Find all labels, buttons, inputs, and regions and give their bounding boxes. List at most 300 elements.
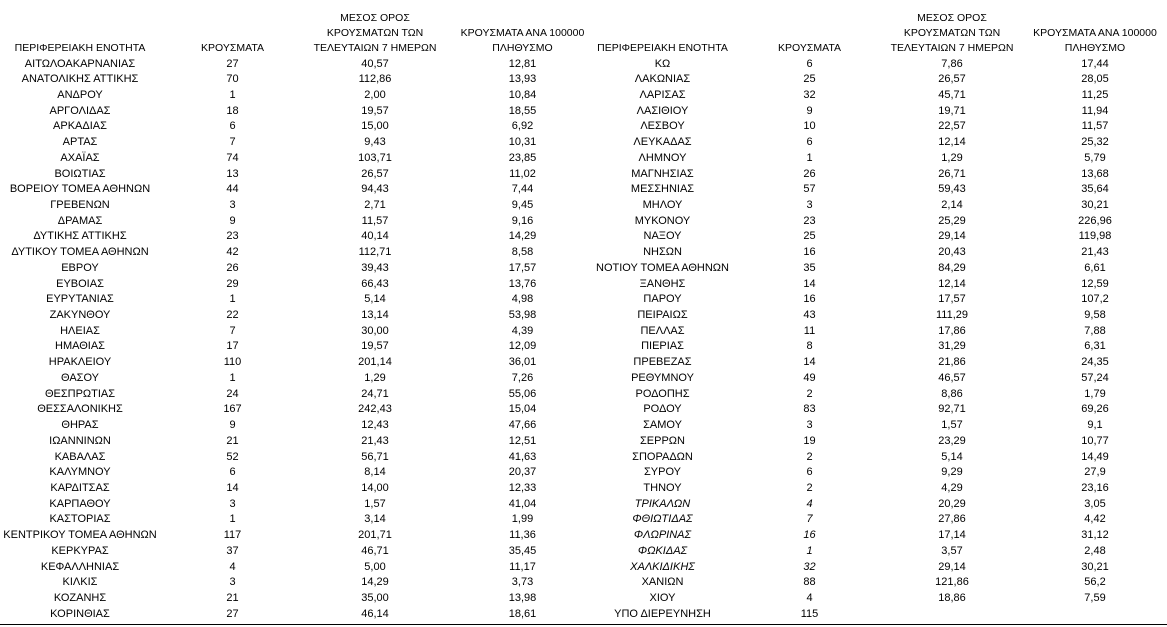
table-cell-region: ΚΟΖΑΝΗΣ [53,591,107,604]
table-cell-region: ΔΥΤΙΚΟΥ ΤΟΜΕΑ ΑΘΗΝΩΝ [11,246,149,259]
table-cell-avg7: 2,00 [364,88,386,101]
table-cell-cases: 13 [226,167,239,180]
table-cell-avg7: 14,00 [361,481,389,494]
table-cell-per100k: 10,77 [1081,434,1109,447]
header-line: ΚΡΟΥΣΜΑΤΑ ΑΝΑ 100000 [460,27,585,39]
table-cell-cases: 24 [226,387,239,400]
table-cell-cases: 3 [229,497,236,510]
header-line: ΚΡΟΥΣΜΑΤΑ [201,42,264,54]
table-cell-per100k: 10,31 [508,136,537,149]
table-cell-cases: 4 [229,560,236,573]
table-cell-avg7: 3,57 [941,544,963,557]
table-cell-cases: 70 [226,73,239,86]
table-cell-avg7: 5,00 [364,560,386,573]
table-cell-avg7: 1,57 [364,497,386,510]
table-cell-per100k: 53,98 [508,309,537,322]
table-cell-region: ΚΑΡΔΙΤΣΑΣ [50,481,110,494]
table-cell-region: ΖΑΚΥΝΘΟΥ [49,309,111,322]
table-cell-avg7: 19,57 [361,104,389,117]
table-cell-per100k: 3,05 [1084,497,1106,510]
table-cell-per100k: 11,36 [509,529,536,542]
table-cell-avg7: 46,71 [361,544,389,557]
table-cell-cases: 43 [803,309,816,322]
table-cell-region: ΚΑΣΤΟΡΙΑΣ [49,513,111,526]
table-cell-region: ΚΕΝΤΡΙΚΟΥ ΤΟΜΕΑ ΑΘΗΝΩΝ [3,529,157,542]
table-cell-avg7: 94,43 [361,183,389,196]
table-cell-avg7: 19,71 [938,104,966,117]
table-cell-avg7: 21,86 [938,356,966,369]
table-cell-avg7: 201,14 [358,356,392,369]
table-cell-avg7: 56,71 [361,450,389,463]
table-cell-region: ΛΑΚΩΝΙΑΣ [634,73,691,86]
table-cell-region: ΠΡΕΒΕΖΑΣ [633,356,692,369]
table-cell-avg7: 5,14 [941,450,963,463]
right-header-cases [757,8,862,56]
table-cell-region: ΒΟΡΕΙΟΥ ΤΟΜΕΑ ΑΘΗΝΩΝ [9,183,151,196]
table-cell-cases: 14 [803,277,816,290]
table-cell-region: ΑΧΑΪΑΣ [60,151,100,164]
table-cell-cases: 83 [803,403,816,416]
table-cell-avg7: 112,71 [358,246,392,259]
table-cell-avg7: 23,29 [938,434,966,447]
table-cell-per100k: 6,92 [511,120,534,133]
table-cell-avg7: 11,57 [361,214,389,227]
table-cell-region: ΑΙΤΩΛΟΑΚΑΡΝΑΝΙΑΣ [24,57,136,70]
table-cell-region: ΠΕΛΛΑΣ [640,324,685,337]
table-cell-per100k: 4,42 [1084,513,1106,526]
table-cell-cases: 21 [226,591,239,604]
table-cell-per100k: 7,88 [1084,324,1106,337]
table-cell-per100k: 7,44 [511,183,534,196]
table-cell-cases: 52 [226,450,239,463]
table-cell-avg7: 21,43 [361,434,389,447]
table-cell-avg7: 26,57 [938,73,966,86]
table-cell-avg7: 121,86 [935,576,969,589]
table-cell-avg7: 111,29 [935,309,968,322]
table-cell-region: ΔΡΑΜΑΣ [57,214,103,227]
table-cell-region: ΣΥΡΟΥ [643,466,681,479]
table-cell-avg7: 9,29 [941,466,963,479]
table-cell-avg7: 18,86 [938,591,966,604]
table-cell-per100k: 21,43 [1081,246,1109,259]
table-cell-per100k: 3,73 [511,576,534,589]
table-cell-cases: 1 [229,293,236,306]
table-cell-region: ΤΗΝΟΥ [643,481,682,494]
table-cell-avg7: 5,14 [364,293,386,306]
table-cell-avg7: 20,29 [938,497,966,510]
left-header-per100k [450,8,595,56]
table-bottom-rule [0,624,1167,625]
table-cell-region: ΥΠΟ ΔΙΕΡΕΥΝΗΣΗ [614,607,711,620]
table-cell-per100k: 69,26 [1081,403,1109,416]
table-cell-per100k: 2,48 [1084,544,1106,557]
table-cell-region: ΣΑΜΟΥ [643,419,682,432]
table-cell-cases: 26 [803,167,816,180]
table-cell-avg7: 13,14 [361,309,389,322]
table-cell-avg7: 84,29 [938,261,966,274]
table-cell-per100k: 13,76 [508,277,537,290]
table-cell-region: ΝΟΤΙΟΥ ΤΟΜΕΑ ΑΘΗΝΩΝ [596,261,729,274]
table-cell-cases: 2 [806,481,813,494]
table-cell-cases: 110 [223,356,242,369]
table-cell-region: ΚΩ [654,57,671,70]
table-cell-per100k: 7,26 [511,371,534,384]
table-cell-per100k: 47,66 [508,419,537,432]
table-cell-region: ΧΙΟΥ [649,591,676,604]
table-cell-per100k: 4,39 [511,324,534,337]
table-cell-region: ΛΑΣΙΘΙΟΥ [636,104,689,117]
table-cell-per100k: 9,1 [1087,419,1103,432]
table-cell-region: ΚΑΛΥΜΝΟΥ [49,466,111,479]
table-cell-per100k: 6,61 [1084,261,1106,274]
table-cell-cases: 14 [226,481,239,494]
table-cell-avg7: 12,14 [938,136,966,149]
table-cell-cases: 7 [806,513,813,526]
table-cell-region: ΣΕΡΡΩΝ [640,434,685,447]
table-cell-cases: 9 [229,214,236,227]
table-cell-per100k: 10,84 [508,88,537,101]
table-cell-avg7: 15,00 [361,120,389,133]
table-cell-per100k: 12,33 [508,481,537,494]
table-cell-avg7: 9,43 [364,136,386,149]
table-cell-cases: 9 [229,419,236,432]
table-cell-per100k: 5,79 [1084,151,1106,164]
table-cell-per100k: 17,44 [1081,57,1109,70]
header-line: ΤΕΛΕΥΤΑΙΩΝ 7 ΗΜΕΡΩΝ [890,42,1014,54]
table-cell-per100k: 7,59 [1084,591,1106,604]
table-cell-cases: 2 [806,387,813,400]
table-cell-region: ΠΙΕΡΙΑΣ [641,340,684,353]
table-cell-avg7: 35,00 [361,591,389,604]
table-cell-region: ΑΡΚΑΔΙΑΣ [53,120,107,133]
table-cell-avg7: 201,71 [358,529,392,542]
table-cell-cases: 44 [226,183,239,196]
table-cell-per100k: 15,04 [508,403,537,416]
table-cell-cases: 23 [226,230,239,243]
table-cell-region: ΛΕΥΚΑΔΑΣ [633,136,692,149]
table-cell-cases: 16 [803,246,816,259]
table-cell-region: ΑΝΔΡΟΥ [57,88,103,101]
table-cell-avg7: 29,14 [938,560,966,573]
table-cell-cases: 26 [226,261,239,274]
table-cell-avg7: 59,43 [938,183,966,196]
left-header-avg7 [300,8,450,56]
table-cell-avg7: 17,14 [938,529,966,542]
table-cell-avg7: 66,43 [361,277,389,290]
table-cell-avg7: 26,57 [361,167,389,180]
table-cell-cases: 16 [803,529,816,542]
table-cell-cases: 27 [226,57,239,70]
table-cell-per100k: 11,25 [1081,88,1109,101]
table-cell-per100k: 30,21 [1081,560,1109,573]
table-cell-region: ΑΡΤΑΣ [62,136,98,149]
table-cell-region: ΚΑΡΠΑΘΟΥ [49,497,111,510]
table-cell-avg7: 2,14 [941,198,963,211]
table-cell-cases: 74 [226,151,239,164]
table-cell-region: ΘΑΣΟΥ [60,371,100,384]
table-cell-per100k: 20,37 [508,466,537,479]
table-cell-region: ΙΩΑΝΝΙΝΩΝ [49,434,111,447]
header-line: ΚΡΟΥΣΜΑΤΑ ΑΝΑ 100000 [1033,27,1157,39]
table-cell-avg7: 14,29 [361,576,389,589]
table-cell-cases: 18 [226,104,239,117]
table-cell-avg7: 29,14 [938,230,966,243]
table-cell-avg7: 7,86 [941,57,963,70]
table-cell-cases: 21 [226,434,239,447]
table-cell-cases: 6 [229,466,236,479]
table-cell-avg7: 1,29 [941,151,963,164]
table-cell-region: ΝΑΞΟΥ [643,230,682,243]
table-cell-per100k: 12,81 [508,57,537,70]
left-header-region [0,8,160,56]
table-cell-region: ΛΗΜΝΟΥ [638,151,687,164]
table-cell-avg7: 4,29 [941,481,963,494]
table-cell-avg7: 19,57 [361,340,389,353]
header-line: ΚΡΟΥΣΜΑΤΩΝ ΤΩΝ [326,27,424,39]
header-line: ΠΕΡΙΦΕΡΕΙΑΚΗ ΕΝΟΤΗΤΑ [14,42,146,54]
header-line: ΜΕΣΟΣ ΟΡΟΣ [340,12,410,24]
table-cell-avg7: 3,14 [364,513,386,526]
table-cell-cases: 3 [229,576,236,589]
table-cell-per100k: 9,58 [1084,309,1106,322]
table-cell-per100k: 226,96 [1078,214,1112,227]
table-cell-region: ΠΕΙΡΑΙΩΣ [637,309,688,322]
table-cell-avg7: 46,14 [361,607,389,620]
table-cell-per100k: 6,31 [1084,340,1106,353]
table-cell-avg7: 46,57 [938,371,966,384]
table-cell-per100k: 36,01 [508,356,537,369]
table-cell-per100k: 35,45 [508,544,537,557]
table-cell-avg7: 92,71 [938,403,966,416]
table-cell-per100k: 57,24 [1081,371,1109,384]
table-cell-cases: 88 [803,576,816,589]
table-cell-avg7: 12,43 [361,419,389,432]
table-cell-per100k: 55,06 [508,387,537,400]
table-cell-cases: 32 [803,560,816,573]
table-cell-avg7: 40,57 [361,57,389,70]
table-cell-region: ΘΗΡΑΣ [61,419,99,432]
table-cell-cases: 42 [226,246,239,259]
header-line: ΠΛΗΘΥΣΜΟ [492,42,553,54]
table-cell-per100k: 9,45 [511,198,534,211]
table-cell-region: ΧΑΛΚΙΔΙΚΗΣ [630,560,695,573]
table-cell-cases: 19 [803,434,816,447]
table-cell-per100k: 13,98 [508,591,537,604]
table-cell-cases: 57 [803,183,816,196]
table-cell-region: ΕΥΡΥΤΑΝΙΑΣ [46,293,114,306]
table-cell-per100k: 30,21 [1081,198,1109,211]
table-cell-cases: 1 [806,544,813,557]
header-line: ΚΡΟΥΣΜΑΤΩΝ ΤΩΝ [903,27,1001,39]
table-cell-avg7: 1,57 [941,419,963,432]
table-cell-cases: 1 [806,151,813,164]
table-cell-cases: 2 [806,450,813,463]
table-cell-avg7: 22,57 [938,120,966,133]
table-cell-region: ΦΛΩΡΙΝΑΣ [633,529,692,542]
table-cell-region: ΜΑΓΝΗΣΙΑΣ [631,167,694,180]
table-cell-cases: 115 [800,607,819,620]
table-cell-per100k: 18,61 [508,607,537,620]
table-cell-per100k: 14,49 [1081,450,1109,463]
left-header-cases [185,8,280,56]
table-cell-region: ΚΙΛΚΙΣ [62,576,98,589]
header-line: ΠΕΡΙΦΕΡΕΙΑΚΗ ΕΝΟΤΗΤΑ [597,42,728,54]
table-cell-cases: 17 [226,340,239,353]
table-cell-per100k: 11,17 [509,560,536,573]
right-header-per100k [1025,8,1165,56]
table-cell-cases: 27 [226,607,239,620]
table-cell-region: ΧΑΝΙΩΝ [641,576,684,589]
table-cell-per100k: 4,98 [511,293,534,306]
table-cell-cases: 3 [806,419,813,432]
table-cell-cases: 32 [803,88,816,101]
table-cell-region: ΚΑΒΑΛΑΣ [54,450,106,463]
table-cell-cases: 23 [803,214,816,227]
table-cell-cases: 4 [806,497,813,510]
table-cell-cases: 6 [806,466,813,479]
table-cell-per100k: 13,68 [1081,167,1109,180]
table-cell-per100k: 31,12 [1081,529,1109,542]
table-cell-avg7: 27,86 [938,513,966,526]
table-cell-region: ΝΗΣΩΝ [643,246,682,259]
table-cell-region: ΡΟΔΟΥ [643,403,682,416]
table-cell-cases: 7 [229,324,236,337]
table-cell-region: ΑΝΑΤΟΛΙΚΗΣ ΑΤΤΙΚΗΣ [21,73,139,86]
table-cell-per100k: 41,04 [508,497,537,510]
table-cell-cases: 9 [806,104,813,117]
table-cell-region: ΦΘΙΩΤΙΔΑΣ [632,513,693,526]
table-cell-region: ΜΥΚΟΝΟΥ [634,214,691,227]
table-cell-cases: 11 [803,324,816,337]
table-cell-per100k: 12,51 [508,434,537,447]
table-cell-avg7: 25,29 [938,214,966,227]
table-cell-region: ΣΠΟΡΑΔΩΝ [632,450,693,463]
table-cell-avg7: 8,86 [941,387,963,400]
table-cell-cases: 35 [803,261,816,274]
table-cell-per100k: 35,64 [1081,183,1109,196]
table-cell-region: ΡΟΔΟΠΗΣ [635,387,690,400]
table-cell-cases: 22 [226,309,239,322]
table-cell-per100k: 18,55 [508,104,537,117]
table-cell-per100k: 12,09 [508,340,537,353]
table-cell-cases: 7 [229,136,236,149]
table-cell-avg7: 17,86 [938,324,966,337]
table-cell-cases: 1 [229,88,236,101]
table-cell-avg7: 17,57 [938,293,966,306]
table-cell-region: ΔΥΤΙΚΗΣ ΑΤΤΙΚΗΣ [33,230,127,243]
table-cell-region: ΤΡΙΚΑΛΩΝ [634,497,691,510]
table-cell-cases: 6 [806,57,813,70]
table-cell-per100k: 119,98 [1078,230,1112,243]
table-cell-region: ΠΑΡΟΥ [643,293,682,306]
table-cell-cases: 3 [806,198,813,211]
table-cell-cases: 167 [223,403,242,416]
table-cell-cases: 1 [229,371,236,384]
table-cell-cases: 25 [803,73,816,86]
table-cell-region: ΘΕΣΣΑΛΟΝΙΚΗΣ [37,403,123,416]
table-cell-region: ΜΕΣΣΗΝΙΑΣ [630,183,695,196]
table-cell-per100k: 28,05 [1081,73,1109,86]
table-cell-region: ΚΟΡΙΝΘΙΑΣ [50,607,110,620]
table-cell-region: ΕΒΡΟΥ [61,261,99,274]
header-line: ΠΛΗΘΥΣΜΟ [1064,42,1126,54]
table-cell-per100k: 23,16 [1081,481,1109,494]
table-cell-per100k: 25,32 [1081,136,1109,149]
table-cell-per100k: 11,57 [1081,120,1109,133]
table-cell-per100k: 9,16 [511,214,534,227]
header-line: ΤΕΛΕΥΤΑΙΩΝ 7 ΗΜΕΡΩΝ [313,42,437,54]
table-cell-per100k: 23,85 [508,151,537,164]
table-cell-region: ΗΛΕΙΑΣ [60,324,100,337]
table-cell-per100k: 27,9 [1084,466,1106,479]
table-cell-per100k: 12,59 [1081,277,1109,290]
table-cell-cases: 6 [806,136,813,149]
table-cell-avg7: 103,71 [358,151,392,164]
table-cell-region: ΗΜΑΘΙΑΣ [55,340,105,353]
table-cell-per100k: 14,29 [508,230,537,243]
table-cell-region: ΓΡΕΒΕΝΩΝ [50,198,110,211]
table-cell-cases: 1 [229,513,236,526]
table-cell-cases: 117 [223,529,242,542]
table-cell-cases: 10 [803,120,816,133]
table-cell-avg7: 1,29 [364,371,386,384]
table-cell-per100k: 107,2 [1081,293,1109,306]
header-line: ΜΕΣΟΣ ΟΡΟΣ [917,12,987,24]
table-cell-region: ΛΕΣΒΟΥ [640,120,685,133]
table-cell-region: ΚΕΡΚΥΡΑΣ [51,544,109,557]
table-cell-per100k: 17,57 [508,261,537,274]
table-cell-per100k: 1,79 [1084,387,1106,400]
table-cell-region: ΜΗΛΟΥ [642,198,683,211]
table-cell-region: ΞΑΝΘΗΣ [639,277,686,290]
table-cell-region: ΦΩΚΙΔΑΣ [637,544,688,557]
table-cell-cases: 16 [803,293,816,306]
table-cell-avg7: 26,71 [938,167,966,180]
table-cell-per100k: 56,2 [1084,576,1106,589]
table-cell-per100k: 11,94 [1081,104,1109,117]
table-cell-avg7: 112,86 [358,73,392,86]
table-cell-region: ΛΑΡΙΣΑΣ [639,88,686,101]
table-cell-cases: 29 [226,277,239,290]
table-cell-per100k: 24,35 [1081,356,1109,369]
table-cell-cases: 8 [806,340,813,353]
table-cell-avg7: 8,14 [364,466,386,479]
header-line: ΚΡΟΥΣΜΑΤΑ [778,42,841,54]
table-cell-cases: 25 [803,230,816,243]
table-cell-region: ΘΕΣΠΡΩΤΙΑΣ [44,387,116,400]
table-cell-avg7: 12,14 [938,277,966,290]
table-cell-avg7 [877,607,1027,623]
table-cell-cases: 3 [229,198,236,211]
table-cell-cases: 4 [806,591,813,604]
table-cell-region: ΒΟΙΩΤΙΑΣ [54,167,106,180]
table-cell-avg7: 40,14 [361,230,389,243]
table-cell-per100k: 13,93 [508,73,537,86]
table-cell-per100k: 1,99 [511,513,534,526]
table-cell-cases: 14 [803,356,816,369]
right-header-region [590,8,735,56]
table-cell-cases: 37 [226,544,239,557]
table-cell-region: ΗΡΑΚΛΕΙΟΥ [48,356,112,369]
table-cell-region: ΑΡΓΟΛΙΔΑΣ [49,104,111,117]
table-cell-region: ΚΕΦΑΛΛΗΝΙΑΣ [40,560,120,573]
table-cell-avg7: 30,00 [361,324,389,337]
table-cell-per100k: 11,02 [509,167,536,180]
table-cell-per100k [1025,607,1165,623]
table-cell-per100k: 41,63 [508,450,537,463]
right-header-avg7 [877,8,1027,56]
table-cell-per100k: 8,58 [511,246,534,259]
